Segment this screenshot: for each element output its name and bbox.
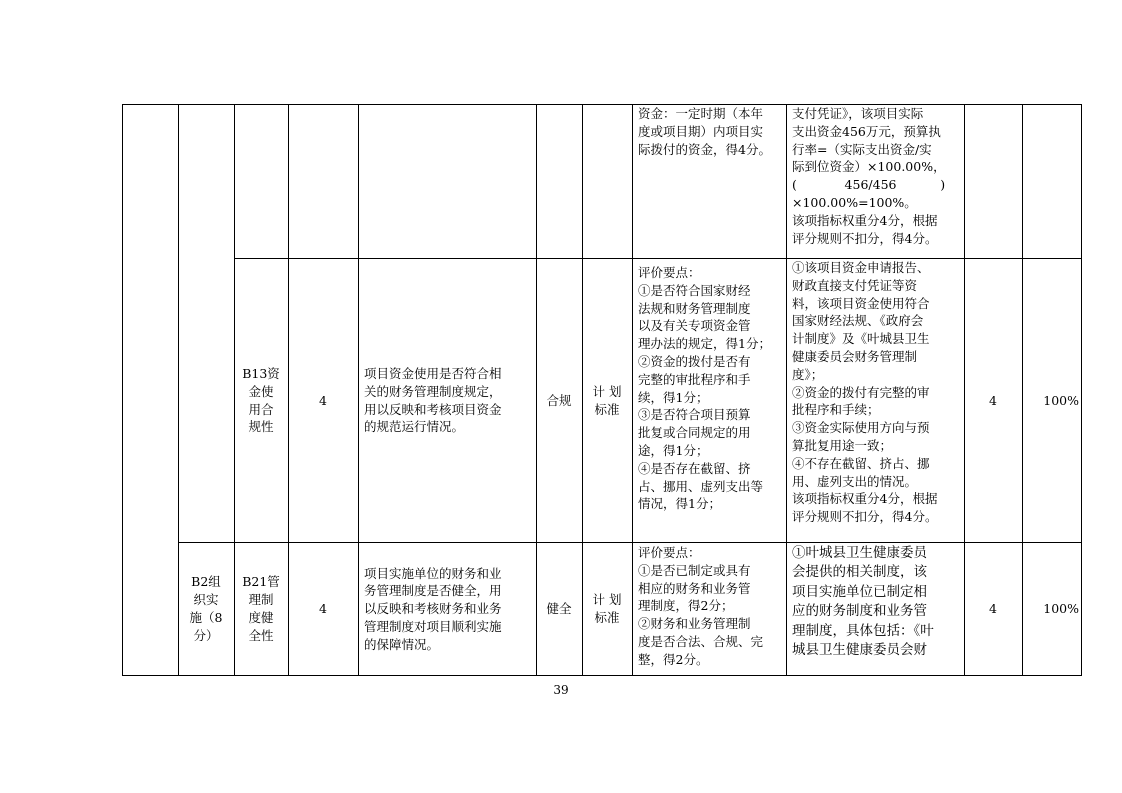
col-divider: [122, 104, 123, 676]
row3-category: B2组 织实 施（8 分）: [189, 574, 223, 643]
page-number: 39: [553, 683, 569, 697]
row3-rate: 100%: [1043, 601, 1079, 617]
row1-criteria: 资金：一定时期（本年 度或项目期）内项目实 际拨付的资金，得4分。: [638, 106, 771, 157]
row3-standard: 计 划 标准: [592, 592, 622, 625]
evaluation-table: [122, 104, 1082, 676]
row3-score: 4: [989, 601, 997, 617]
row3-result: ①叶城县卫生健康委员 会提供的相关制度，该 项目实施单位已制定相 应的财务制度和业务管 理制度，具体包括：《叶 城县卫生健康委员会财: [792, 545, 934, 659]
row3-criteria: 评价要点： ①是否已制定或具有 相应的财务和业务管 理制度，得2分； ②财务和业务管理制 度是否合法、合规、完 整，得2分。: [638, 545, 764, 667]
row1-result: 支付凭证》，该项目实际 支出资金456万元，预算执 行率=（实际支出资金/实 际到位资金）×100.00%， ( 456/456 ) ×100.00%=100%。 该项指标权重分4分，根据 评分规则不扣分，得4分。: [792, 106, 946, 246]
row2-weight: 4: [319, 392, 327, 408]
col-divider: [1081, 104, 1082, 676]
row3-description: 项目实施单位的财务和业 务管理制度是否健全，用 以反映和考核财务和业务 管理制度对项目顺利实施 的保障情况。: [364, 565, 502, 652]
col-divider: [632, 104, 633, 676]
row3-type: 健全: [546, 601, 572, 617]
row3-indicator: B21管 理制 度健 全性: [242, 574, 280, 643]
row2-result: ①该项目资金申请报告、 财政直接支付凭证等资 料，该项目资金使用符合 国家财经法规、《政府会 计制度》及《叶城县卫生 健康委员会财务管理制 度》； ②资金的拨付有完整的审 批程序和手续； ③资金实际使用方向与预 算批复用途一致； ④不存在截留、挤占、挪 用、虚列支出的情况。 该项指标权重分4分，根据 评分规则不扣分，得4分。: [792, 260, 938, 525]
row2-score: 4: [989, 392, 997, 408]
row3-weight: 4: [319, 601, 327, 617]
row2-type: 合规: [546, 392, 572, 408]
table-border-bottom: [122, 675, 1082, 676]
row2-indicator: B13资 金使 用合 规性: [242, 365, 280, 435]
row2-standard: 计 划 标准: [592, 383, 622, 417]
row2-description: 项目资金使用是否符合相 关的财务管理制度规定， 用以反映和考核项目资金 的规范运行情况。: [364, 365, 502, 435]
row2-rate: 100%: [1043, 392, 1079, 408]
col-divider: [358, 104, 359, 676]
row2-criteria: 评价要点： ①是否符合国家财经 法规和财务管理制度 以及有关专项资金管 理办法的规定，得1分； ②资金的拨付是否有 完整的审批程序和手 续，得1分； ③是否符合项目预算 批复或合同规定的用 途，得1分； ④是否存在截留、挤 占、挪用、虚列支出等 情况，得1分；: [638, 265, 771, 512]
